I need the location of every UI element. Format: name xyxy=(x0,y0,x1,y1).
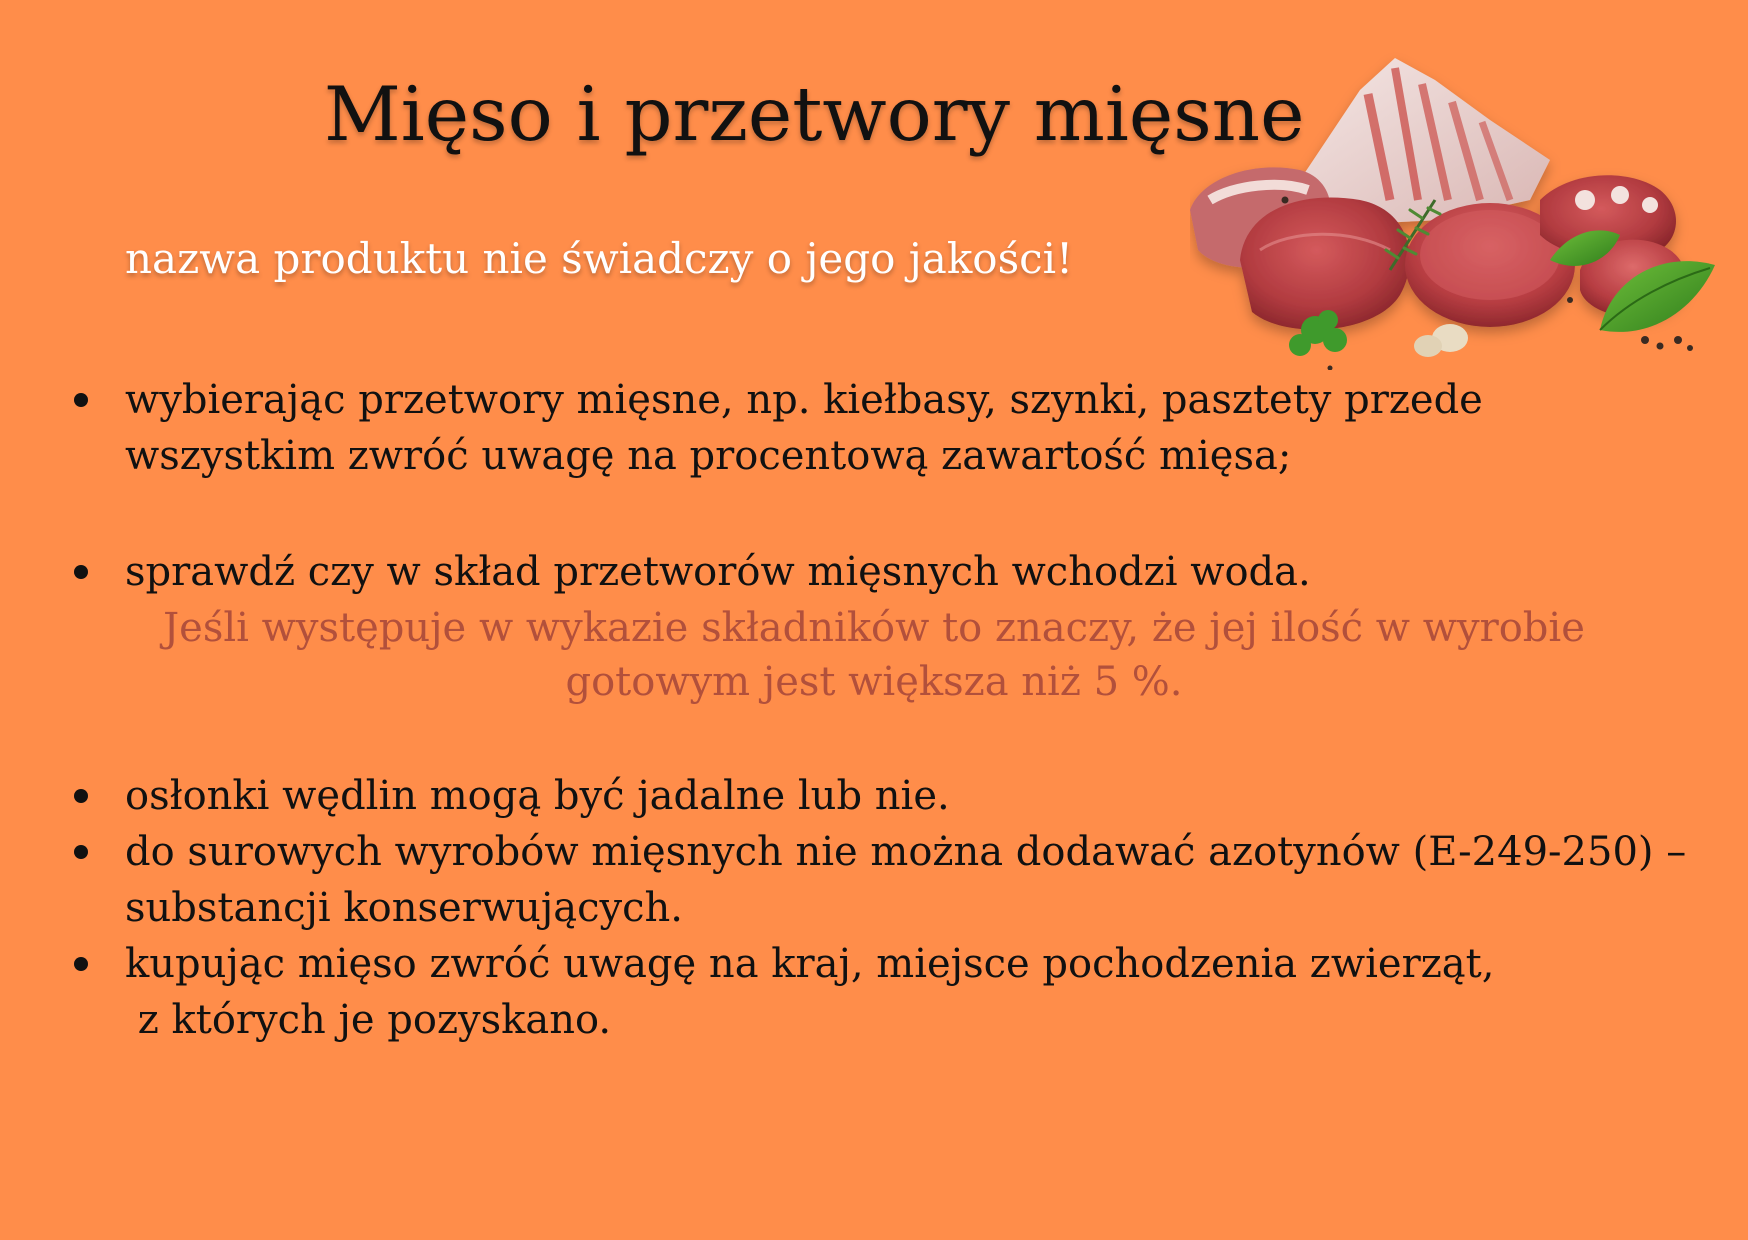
list-item-text: z których je pozyskano. xyxy=(125,997,612,1043)
list-item-text: kupując mięso zwróć uwagę na kraj, miejsce pochodzenia zwierząt, xyxy=(125,941,1495,987)
list-item-text: wszystkim zwróć uwagę na procentową zawartość mięsa; xyxy=(125,433,1292,479)
bullet-icon xyxy=(74,393,88,407)
raw-meat-illustration xyxy=(1190,50,1720,370)
bullet-icon xyxy=(74,957,88,971)
list-item-text: osłonki wędlin mogą być jadalne lub nie. xyxy=(125,773,950,819)
list-item-text: sprawdź czy w skład przetworów mięsnych wchodzi woda. xyxy=(125,549,1311,595)
note-text: gotowym jest większa niż 5 %. xyxy=(565,659,1183,705)
list-item-text: do surowych wyrobów mięsnych nie można dodawać azotynów (E-249-250) – xyxy=(125,829,1687,875)
page-subtitle: nazwa produktu nie świadczy o jego jakości! xyxy=(125,234,1073,283)
bullet-icon xyxy=(74,565,88,579)
bullet-icon xyxy=(74,789,88,803)
page-title: Mięso i przetwory mięsne xyxy=(324,70,1305,158)
list-item-text: substancji konserwujących. xyxy=(125,885,683,931)
list-item-text: wybierając przetwory mięsne, np. kiełbasy, szynki, pasztety przede xyxy=(125,377,1483,423)
note-text: Jeśli występuje w wykazie składników to znaczy, że jej ilość w wyrobie xyxy=(163,605,1585,651)
bullet-icon xyxy=(74,845,88,859)
